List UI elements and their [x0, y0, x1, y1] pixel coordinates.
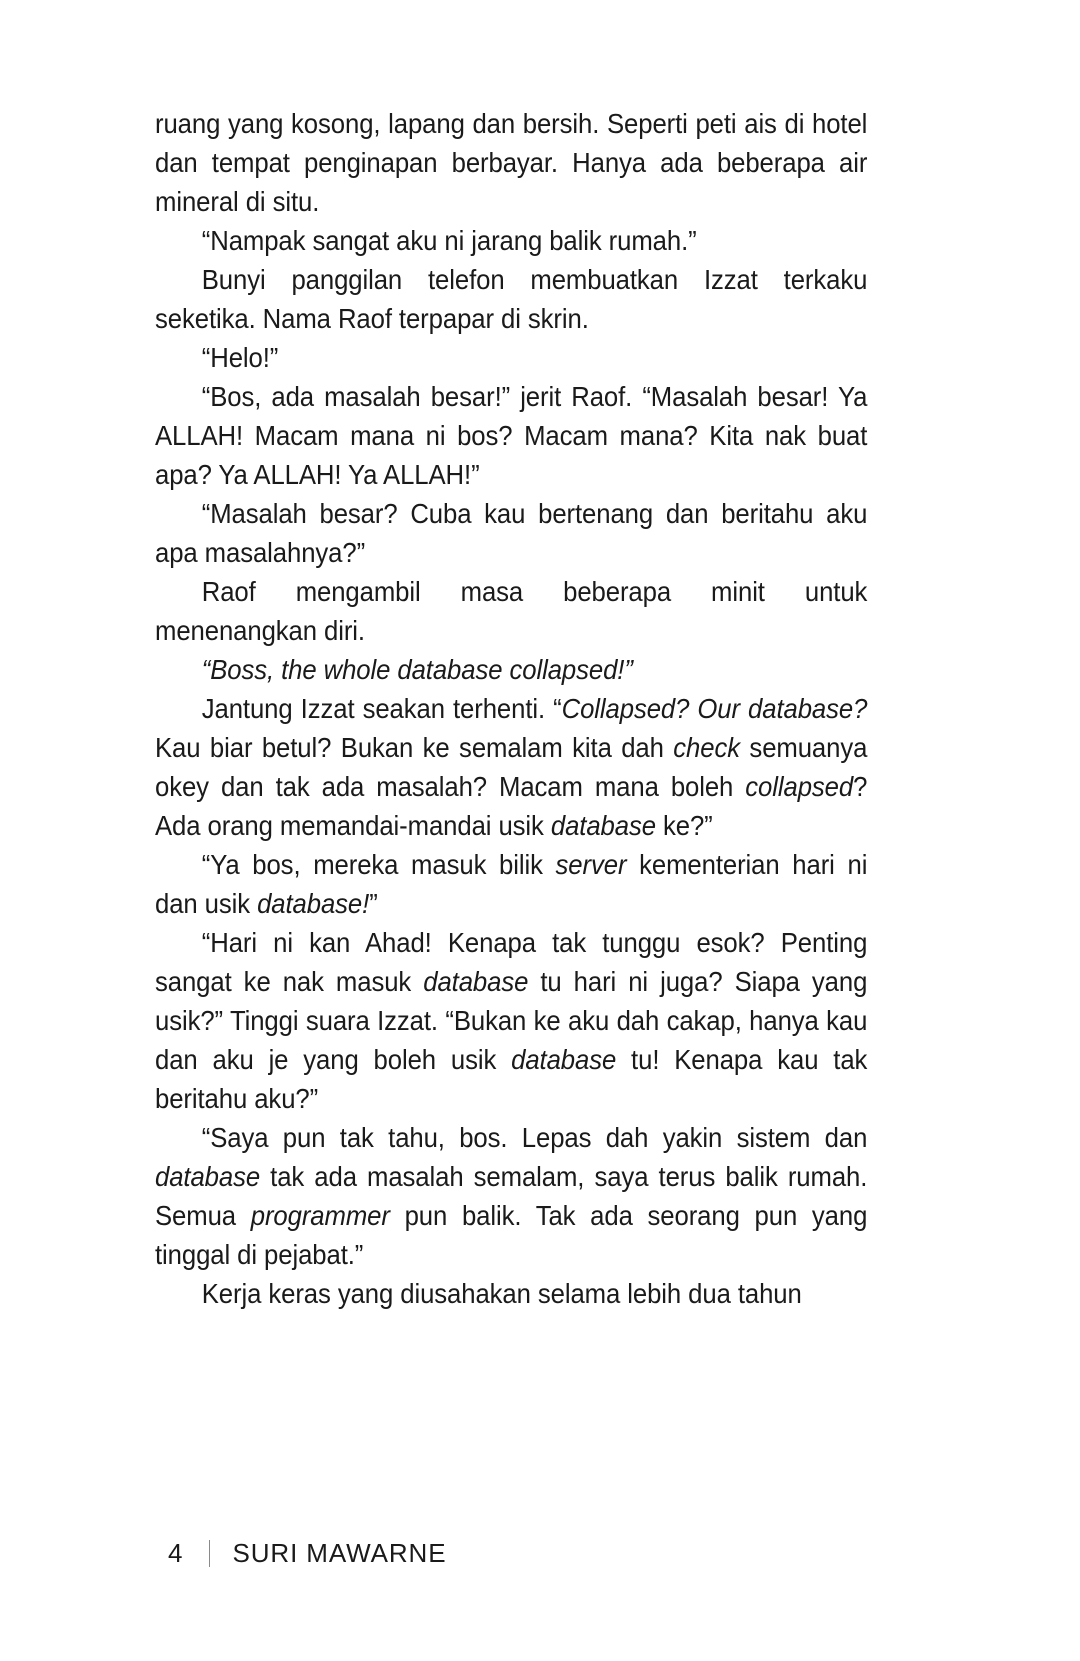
body-paragraph [155, 923, 867, 1118]
page-footer [168, 1538, 446, 1569]
text-run: kementerian hari ni dan usik [155, 849, 868, 919]
italic-term: server [555, 849, 627, 880]
body-paragraph [155, 1118, 867, 1274]
text-run: pun balik. Tak ada seorang pun yang tinggal di pejabat.” [155, 1200, 868, 1270]
italic-term: check [673, 732, 740, 763]
italic-term: collapsed [745, 771, 854, 802]
text-run: tak ada masalah semalam, saya terus balik rumah. Semua [155, 1161, 868, 1231]
body-paragraph: Raof mengambil masa beberapa minit untuk menenangkan diri. [155, 576, 868, 646]
text-run: “Saya pun tak tahu, bos. Lepas dah yakin sistem dan [201, 1122, 868, 1153]
body-paragraph [155, 845, 867, 923]
text-run: semuanya okey dan tak ada masalah? Macam mana boleh [155, 732, 868, 802]
body-text-column [155, 104, 867, 1313]
text-run: ” [369, 888, 378, 919]
text-run: “Hari ni kan Ahad! Kenapa tak tunggu esok? Penting sangat ke nak masuk [155, 927, 868, 997]
body-paragraph: “Masalah besar? Cuba kau bertenang dan beritahu aku apa masalahnya?” [155, 498, 868, 568]
italic-term: database [423, 966, 529, 997]
body-paragraph: “Helo!” [201, 342, 279, 373]
body-paragraph: “Boss, the whole database collapsed!” [201, 654, 633, 685]
italic-term: database [511, 1044, 617, 1075]
body-paragraph: “Nampak sangat aku ni jarang balik rumah.” [201, 225, 697, 256]
text-run: tu hari ni juga? Siapa yang usik?” Tinggi suara Izzat. “Bukan ke aku dah cakap, hanya kau dan aku je yang boleh usik [155, 966, 868, 1075]
text-run: Kau biar betul? Bukan ke semalam kita dah [155, 732, 674, 763]
italic-term: database [155, 1161, 261, 1192]
text-run: ? Ada orang memandai-mandai usik [155, 771, 868, 841]
italic-term: database [550, 810, 656, 841]
body-paragraph: “Bos, ada masalah besar!” jerit Raof. “Masalah besar! Ya ALLAH! Macam mana ni bos? Macam mana? Kita nak buat apa? Ya ALLAH! Ya ALLAH!” [155, 381, 868, 490]
italic-term: programmer [250, 1200, 390, 1231]
body-paragraph: ruang yang kosong, lapang dan bersih. Seperti peti ais di hotel dan tempat penginapan berbayar. Hanya ada beberapa air mineral di situ. [155, 108, 868, 217]
text-run: ke?” [655, 810, 713, 841]
footer-page-number: 4 [168, 1538, 183, 1568]
body-paragraph: Bunyi panggilan telefon membuatkan Izzat terkaku seketika. Nama Raof terpapar di skrin. [155, 264, 868, 334]
italic-term: database! [257, 888, 370, 919]
text-run: Jantung Izzat seakan terhenti. “ [201, 693, 562, 724]
body-paragraph: Kerja keras yang diusahakan selama lebih dua tahun [201, 1278, 802, 1309]
body-paragraph [155, 689, 867, 845]
footer-divider [209, 1540, 211, 1567]
footer-book-title: SURI MAWARNE [232, 1538, 447, 1568]
text-run: “Ya bos, mereka masuk bilik [201, 849, 556, 880]
text-run: tu! Kenapa kau tak beritahu aku?” [155, 1044, 868, 1114]
italic-term: Collapsed? Our database? [561, 693, 868, 724]
